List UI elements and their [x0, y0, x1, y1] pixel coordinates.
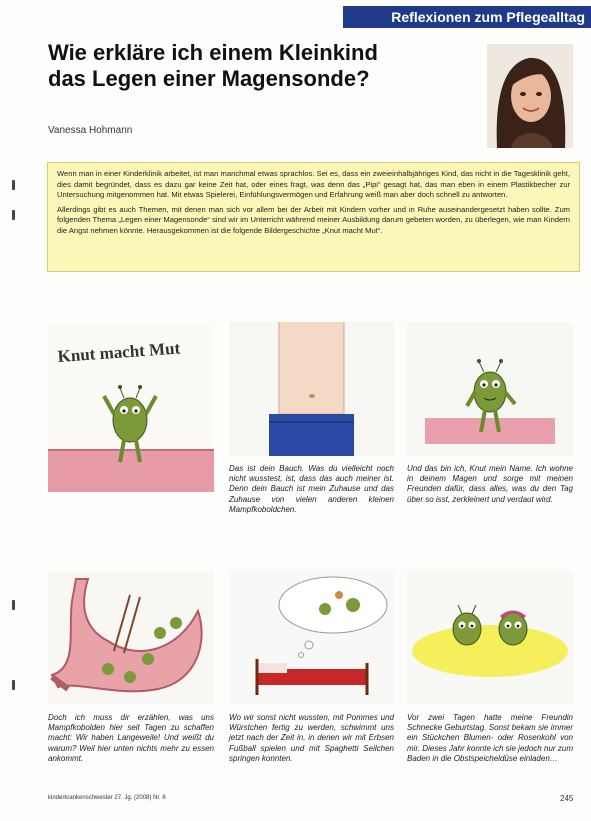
binder-mark [12, 600, 15, 610]
story-panel-knut [407, 322, 573, 456]
intro-paragraph: Wenn man in einer Kinderklinik arbeitet, ist man manchmal etwas sprachlos. Sei es, dass ein zweieinhalbjähriges Kind, das nicht in die Tagesklinik geht, dies damit begründet, dass es dazu gar keine Zeit hat, oder eines fragt, was denn das „Pipi“ gesagt hat, das man eben in einem Plastikbecher zur Untersuchung mitgenommen hat. Mit etwas Spielerei, Einfühlungsvermögen und Erfahrung weiß man aber doch schnell zu antworten. [57, 169, 570, 199]
story-panel-friends [407, 571, 573, 704]
cover-title: Knut macht Mut [56, 338, 181, 366]
story-panel-cover [48, 322, 214, 492]
intro-paragraph: Allerdings gibt es auch Themen, mit denen man sich vor allem bei der Arbeit mit Kindern vorher und in Ruhe auseinandergesetzt haben sollte. Zum folgenden Thema „Legen einer Magensonde“ sind wir im Unterricht während meiner Ausbildung darum gebeten worden, zu überlegen, wie man Kindern die Angst nehmen könnte. Herausgekommen ist die folgende Bildergeschichte „Knut macht Mut“. [57, 204, 570, 235]
story-caption: Vor zwei Tagen hatte meine Freundin Schnecke Geburtstag. Sonst bekam sie immer ein Stückchen Blumen- oder Rosenkohl von mir. Dieses Jahr konnte ich sie jedoch nur zum Baden in die Obstspeicheldüse einladen… [407, 713, 573, 763]
story-caption: Wo wir sonst nicht wussten, mit Pommes und Würstchen fertig zu werden, schwimmt uns jetzt nach der Zeit in, in denen wir mit Erbsen Fußball spielen und mit Spaghetti Seilchen springen konnten. [229, 713, 394, 763]
story-caption: Und das bin ich, Knut mein Name. Ich wohne in deinem Magen und sorge mit meinen Freunden dafür, dass alles, was du den Tag über so isst, zerkleinert und verdaut wird. [407, 464, 573, 504]
journal-footer: kinderkrankenschwester 27. Jg. (2008) Nr. 6 [48, 795, 166, 801]
article-title [48, 40, 468, 92]
intro-box [47, 162, 580, 272]
author-name: Vanessa Hohmann [48, 125, 133, 136]
title-line-1: Wie erkläre ich einem Kleinkind [48, 40, 378, 65]
binder-mark [12, 680, 15, 690]
story-caption: Doch ich muss dir erzählen, was uns Mampfkobolden hier seit Tagen zu schaffen macht: Wir haben Langeweile! Und weißt du warum? Weil hier unten nichts mehr zu essen ankommt. [48, 713, 214, 763]
section-header: Reflexionen zum Pflegealltag [343, 6, 591, 28]
story-panel-bed [229, 571, 394, 704]
binder-mark [12, 210, 15, 220]
author-photo [487, 44, 573, 148]
story-panel-stomach [48, 571, 214, 704]
story-panel-belly [229, 322, 394, 456]
title-line-2: das Legen einer Magensonde? [48, 66, 370, 91]
binder-mark [12, 180, 15, 190]
page-number: 245 [560, 794, 574, 803]
story-caption: Das ist dein Bauch. Was du vielleicht noch nicht wusstest, ist, dass das auch meiner ist. Denn dein Bauch ist mein Zuhause und das Zuhause von vielen anderen kleinen Mampfkoboldchen. [229, 464, 394, 514]
